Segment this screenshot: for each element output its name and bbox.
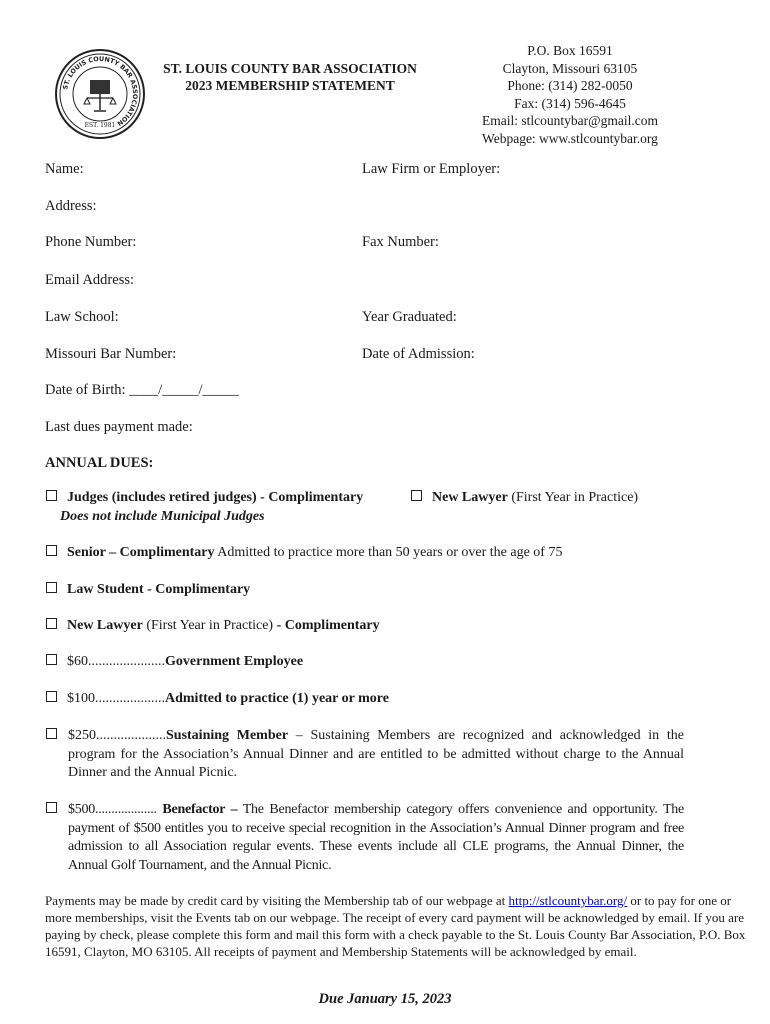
email-field-label[interactable]: Email Address: (45, 272, 135, 288)
payment-text-1: Payments may be made by credit card by visiting the Membership tab of our webpage at (45, 893, 509, 908)
option-government[interactable] (46, 653, 303, 672)
contact-webpage: Webpage: www.stlcountybar.org (482, 130, 658, 146)
senior-checkbox[interactable] (46, 545, 57, 556)
seal-est-text: EST. 1981 (84, 122, 116, 129)
name-field-label[interactable]: Name: (45, 161, 84, 177)
payment-text-2: or to pay for one or more memberships, visit the Events tab on our webpage. The receipt of every card payment will be acknowledged by email. If you are paying by check, please complete this form and mail this form with a check payable to the St. Louis County Bar Association, P.O. Box 16591, Clayton, MO 63105. All receipts of payment and Membership Statements will be acknowledged by email. (45, 893, 746, 959)
membership-link[interactable]: http://stlcountybar.org/ (508, 893, 628, 908)
government-price: $60...................... (67, 654, 165, 669)
judges-checkbox[interactable] (46, 490, 57, 501)
law-student-checkbox[interactable] (46, 582, 57, 593)
contact-email: Email: stlcountybar@gmail.com (482, 113, 658, 128)
option-judges[interactable] (46, 489, 363, 508)
statement-title: 2023 MEMBERSHIP STATEMENT (185, 78, 395, 93)
law-student-label: Law Student - Complimentary (67, 582, 251, 597)
new-lawyer-label: New Lawyer (67, 618, 143, 633)
benefactor-desc: The Benefactor membership category offers convenience and opportunity. The payment of $500 entitles you to receive special recognition in the Association’s Annual Dinner program and free admission to all Association regular events. These events include all CLE programs, the Annual Dinner, the Annual Golf Tournament, and the Annual Picnic. (68, 802, 684, 873)
senior-desc: Admitted to practice more than 50 years or over the age of 75 (214, 545, 563, 560)
fax-field-label[interactable]: Fax Number: (362, 234, 439, 250)
admitted-label: Admitted to practice (1) year or more (165, 691, 389, 706)
option-new-lawyer-top[interactable] (411, 489, 638, 508)
payment-instructions (45, 892, 760, 960)
senior-label: Senior – Complimentary (67, 545, 215, 560)
scales-of-justice-icon (84, 80, 116, 111)
admitted-price: $100.................... (67, 691, 165, 706)
benefactor-label: Benefactor – (162, 802, 238, 817)
date-of-admission-field-label[interactable]: Date of Admission: (362, 346, 475, 362)
option-new-lawyer[interactable] (46, 617, 380, 636)
last-dues-field-label[interactable]: Last dues payment made: (45, 419, 193, 435)
due-date: Due January 15, 2023 (318, 991, 452, 1007)
contact-fax: Fax: (314) 596-4645 (514, 95, 626, 111)
sustaining-label: Sustaining Member (166, 728, 289, 743)
phone-field-label[interactable]: Phone Number: (45, 234, 137, 250)
seal-ring-text: ST. LOUIS COUNTY BAR ASSOCIATION (61, 54, 140, 128)
option-sustaining (68, 727, 684, 783)
new-lawyer-desc: (First Year in Practice) (142, 618, 277, 633)
benefactor-price: $500................... (68, 802, 163, 817)
sustaining-checkbox[interactable] (46, 728, 57, 739)
association-seal (54, 48, 146, 140)
option-senior[interactable] (46, 544, 562, 563)
contact-city: Clayton, Missouri 63105 (502, 60, 638, 76)
judges-note: Does not include Municipal Judges (60, 509, 265, 524)
judges-label: Judges (includes retired judges) - Complimentary (67, 490, 364, 505)
government-label: Government Employee (165, 654, 304, 669)
contact-block (460, 42, 680, 147)
sustaining-price: $250.................... (68, 728, 166, 743)
benefactor-checkbox-wrap[interactable] (46, 801, 68, 820)
organization-name: ST. LOUIS COUNTY BAR ASSOCIATION (163, 61, 417, 76)
missouri-bar-number-field-label[interactable]: Missouri Bar Number: (45, 346, 177, 362)
new-lawyer-checkbox[interactable] (46, 618, 57, 629)
sustaining-desc: – Sustaining Members are recognized and acknowledged in the program for the Association’s Annual Dinner and are entitled to be admitted without charge to the Annual Dinner and the Annual Picnic. (68, 728, 684, 780)
new-lawyer-top-label: New Lawyer (432, 490, 508, 505)
annual-dues-heading: ANNUAL DUES: (45, 455, 154, 471)
option-law-student[interactable] (46, 581, 250, 600)
government-checkbox[interactable] (46, 654, 57, 665)
date-of-birth-field-label[interactable]: Date of Birth: ____/_____/_____ (45, 382, 239, 398)
option-admitted[interactable] (46, 690, 389, 709)
admitted-checkbox[interactable] (46, 691, 57, 702)
law-school-field-label[interactable]: Law School: (45, 309, 119, 325)
new-lawyer-top-desc: (First Year in Practice) (507, 490, 639, 505)
address-field-label[interactable]: Address: (45, 198, 97, 214)
new-lawyer-complimentary: - Complimentary (276, 618, 380, 633)
contact-phone: Phone: (314) 282-0050 (507, 78, 633, 93)
sustaining-checkbox-wrap[interactable] (46, 727, 68, 746)
contact-po-box: P.O. Box 16591 (527, 43, 613, 58)
year-graduated-field-label[interactable]: Year Graduated: (362, 309, 457, 325)
benefactor-checkbox[interactable] (46, 802, 57, 813)
option-benefactor (68, 801, 684, 875)
header-block (150, 60, 430, 94)
employer-field-label[interactable]: Law Firm or Employer: (362, 161, 501, 177)
new-lawyer-top-checkbox[interactable] (411, 490, 422, 501)
